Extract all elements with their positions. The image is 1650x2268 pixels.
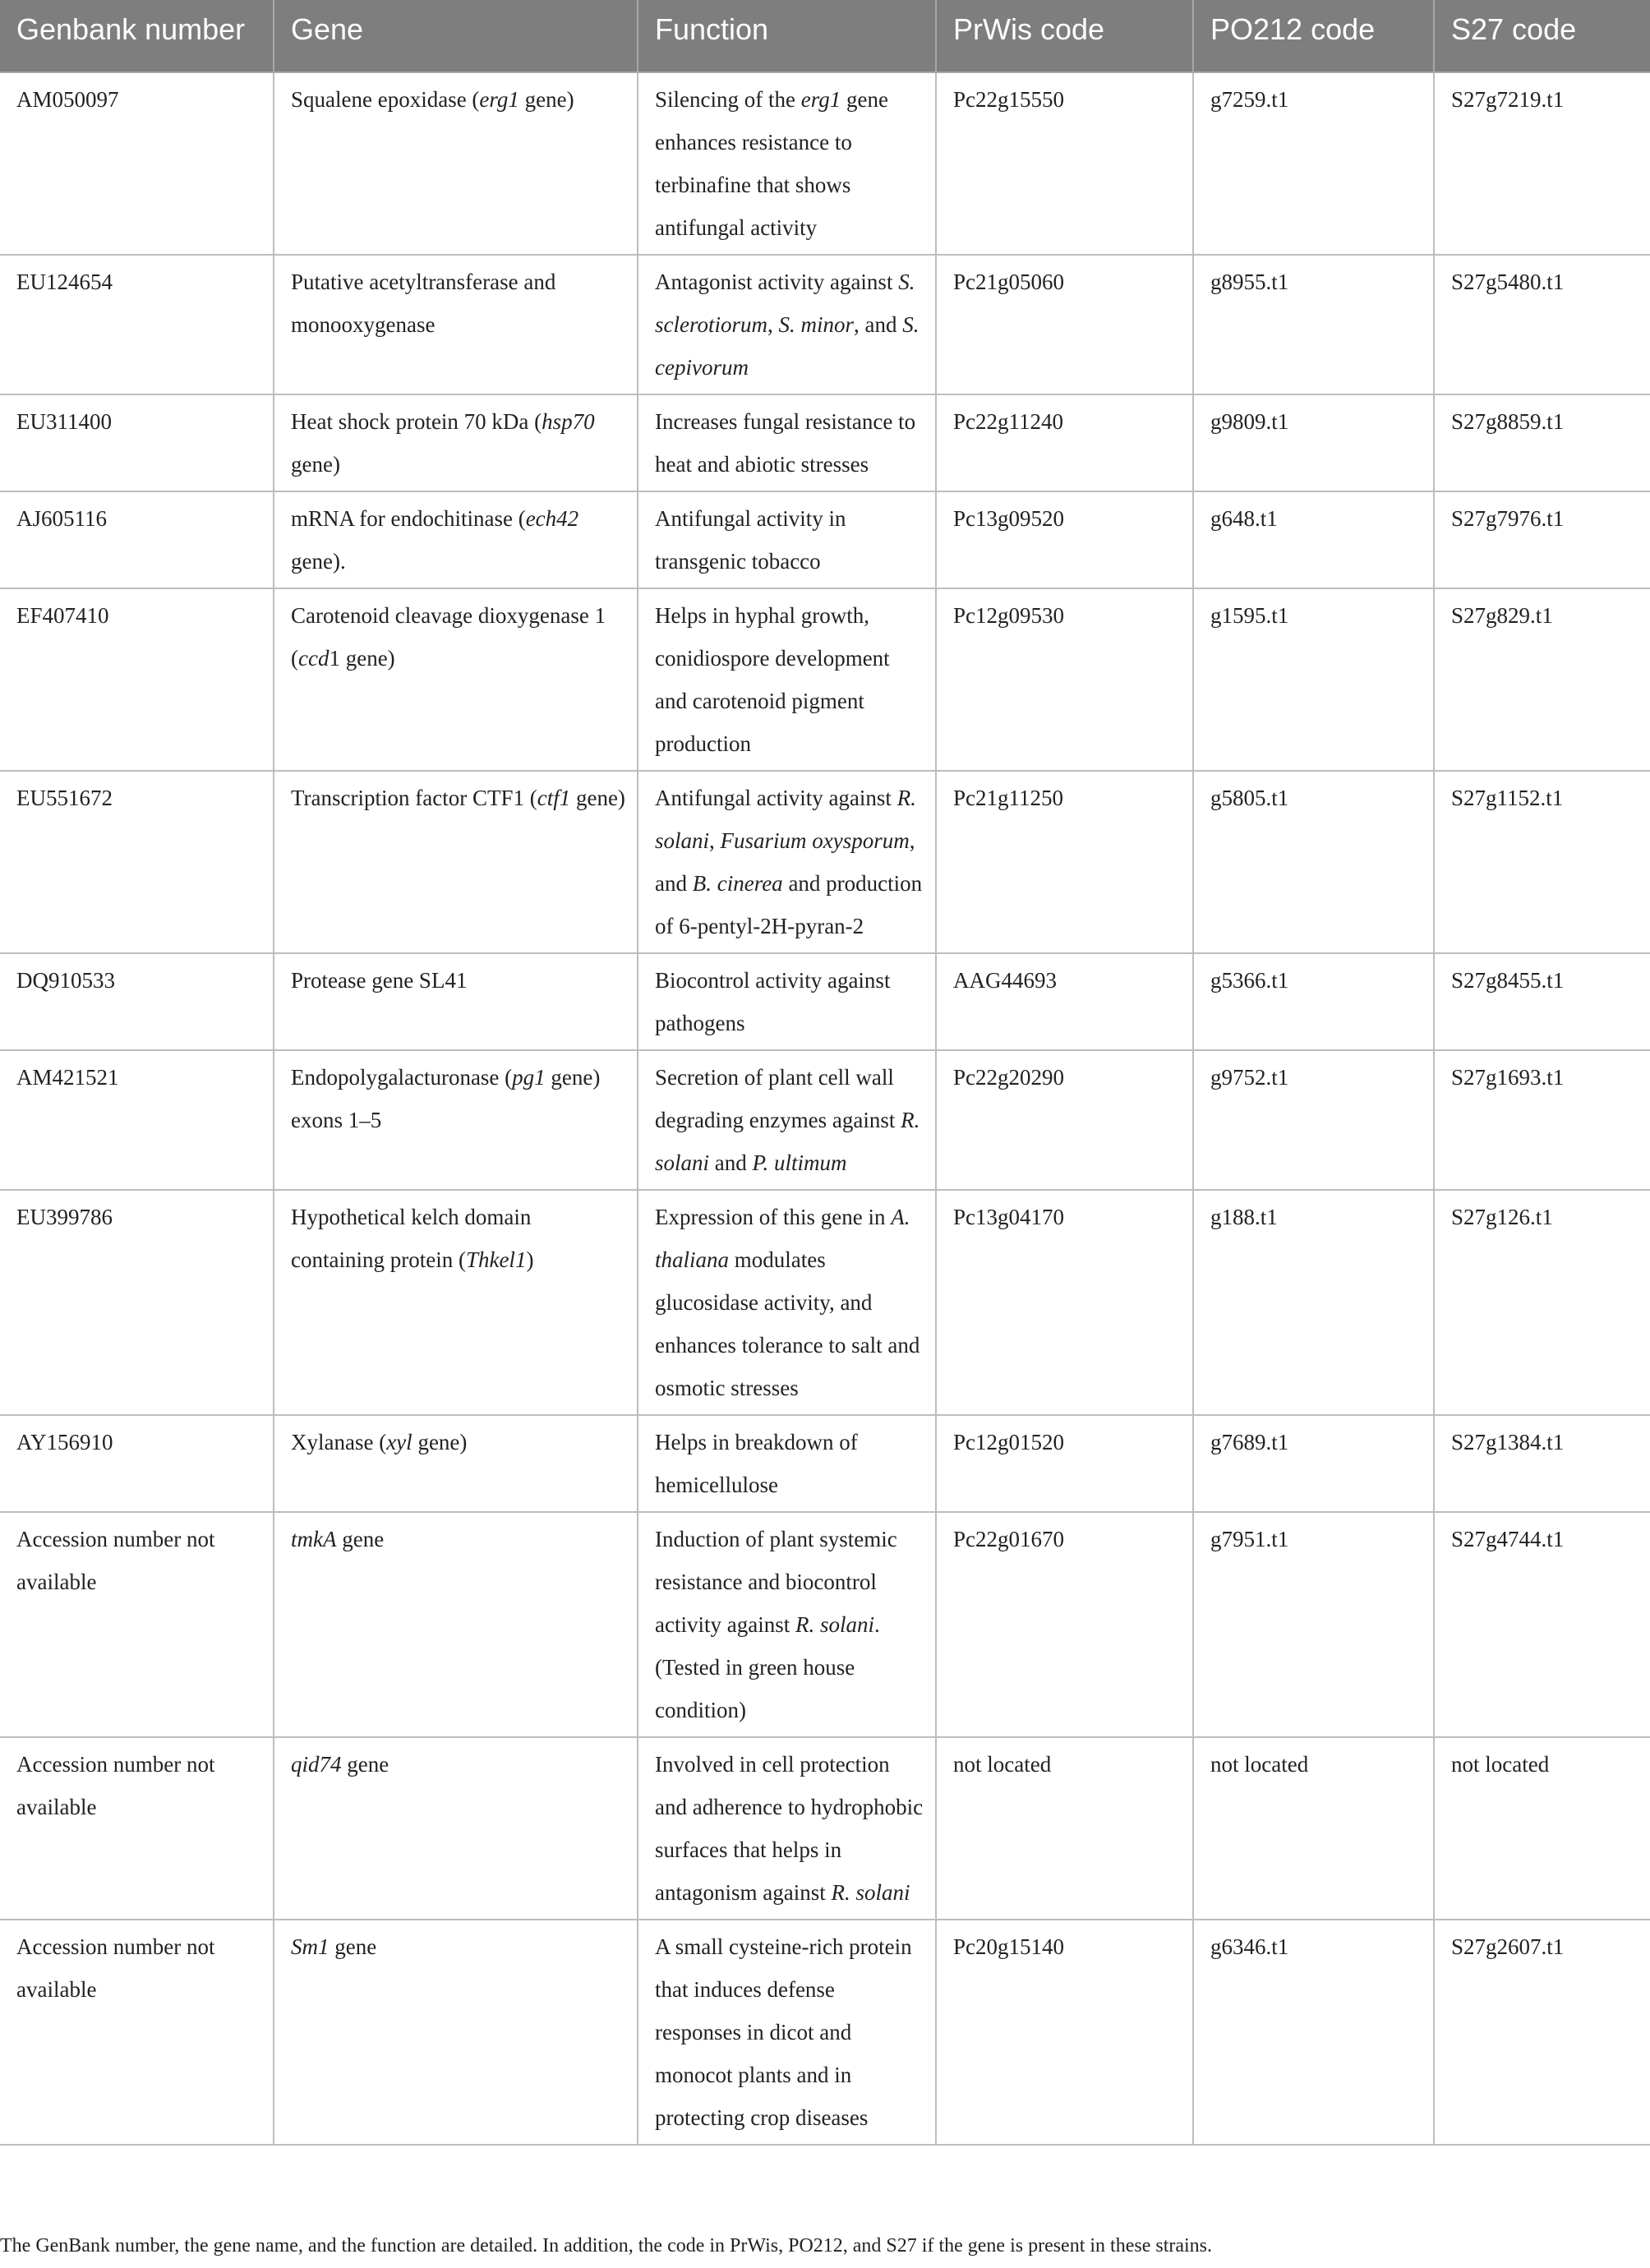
table-row bbox=[0, 1920, 1650, 2145]
cell-prwis-code: AAG44693 bbox=[936, 953, 1193, 1050]
cell-function: Helps in hyphal growth, conidiospore development and carotenoid pigment production bbox=[638, 588, 936, 771]
cell-genbank-number: AY156910 bbox=[0, 1415, 274, 1512]
cell-genbank-number: EU399786 bbox=[0, 1190, 274, 1415]
cell-prwis-code: Pc20g15140 bbox=[936, 1920, 1193, 2145]
cell-po212-code: g188.t1 bbox=[1193, 1190, 1434, 1415]
cell-po212-code: g5805.t1 bbox=[1193, 771, 1434, 953]
table-footnote: The GenBank number, the gene name, and the function are detailed. In addition, the code in PrWis, PO212, and S27 if the gene is present in these strains. bbox=[0, 2235, 1213, 2256]
cell-prwis-code: Pc13g09520 bbox=[936, 491, 1193, 588]
cell-gene: Xylanase (xyl gene) bbox=[274, 1415, 638, 1512]
table-row bbox=[0, 255, 1650, 394]
table-row bbox=[0, 1190, 1650, 1415]
cell-prwis-code: Pc12g01520 bbox=[936, 1415, 1193, 1512]
table-row bbox=[0, 1415, 1650, 1512]
cell-po212-code: g8955.t1 bbox=[1193, 255, 1434, 394]
cell-po212-code: g7951.t1 bbox=[1193, 1512, 1434, 1737]
cell-function: Increases fungal resistance to heat and abiotic stresses bbox=[638, 394, 936, 491]
cell-function: Expression of this gene in A. thaliana modulates glucosidase activity, and enhances tolerance to salt and osmotic stresses bbox=[638, 1190, 936, 1415]
header-row bbox=[0, 0, 1650, 72]
cell-prwis-code: not located bbox=[936, 1737, 1193, 1920]
cell-genbank-number: DQ910533 bbox=[0, 953, 274, 1050]
cell-genbank-number: Accession number not available bbox=[0, 1512, 274, 1737]
cell-po212-code: g7689.t1 bbox=[1193, 1415, 1434, 1512]
cell-po212-code: not located bbox=[1193, 1737, 1434, 1920]
cell-s27-code: not located bbox=[1434, 1737, 1650, 1920]
cell-po212-code: g9809.t1 bbox=[1193, 394, 1434, 491]
table-row bbox=[0, 1737, 1650, 1920]
cell-s27-code: S27g8859.t1 bbox=[1434, 394, 1650, 491]
cell-genbank-number: EF407410 bbox=[0, 588, 274, 771]
header-po212-code: PO212 code bbox=[1193, 0, 1434, 72]
cell-s27-code: S27g1693.t1 bbox=[1434, 1050, 1650, 1190]
cell-po212-code: g9752.t1 bbox=[1193, 1050, 1434, 1190]
cell-gene: Sm1 gene bbox=[274, 1920, 638, 2145]
table-row bbox=[0, 491, 1650, 588]
cell-po212-code: g7259.t1 bbox=[1193, 72, 1434, 255]
header-genbank-number: Genbank number bbox=[0, 0, 274, 72]
cell-function: Antifungal activity in transgenic tobacco bbox=[638, 491, 936, 588]
cell-function: Antifungal activity against R. solani, Fusarium oxysporum, and B. cinerea and production of 6-pentyl-2H-pyran-2 bbox=[638, 771, 936, 953]
cell-prwis-code: Pc21g05060 bbox=[936, 255, 1193, 394]
cell-prwis-code: Pc22g15550 bbox=[936, 72, 1193, 255]
cell-s27-code: S27g126.t1 bbox=[1434, 1190, 1650, 1415]
table-row bbox=[0, 771, 1650, 953]
cell-s27-code: S27g5480.t1 bbox=[1434, 255, 1650, 394]
cell-genbank-number: EU551672 bbox=[0, 771, 274, 953]
cell-prwis-code: Pc22g11240 bbox=[936, 394, 1193, 491]
cell-function: Biocontrol activity against pathogens bbox=[638, 953, 936, 1050]
table-row bbox=[0, 394, 1650, 491]
cell-po212-code: g5366.t1 bbox=[1193, 953, 1434, 1050]
cell-function: Involved in cell protection and adherence to hydrophobic surfaces that helps in antagonism against R. solani bbox=[638, 1737, 936, 1920]
cell-genbank-number: EU311400 bbox=[0, 394, 274, 491]
table-body bbox=[0, 72, 1650, 2145]
cell-s27-code: S27g829.t1 bbox=[1434, 588, 1650, 771]
cell-s27-code: S27g2607.t1 bbox=[1434, 1920, 1650, 2145]
cell-genbank-number: AM050097 bbox=[0, 72, 274, 255]
cell-prwis-code: Pc12g09530 bbox=[936, 588, 1193, 771]
table-row bbox=[0, 588, 1650, 771]
cell-s27-code: S27g7219.t1 bbox=[1434, 72, 1650, 255]
cell-gene: Heat shock protein 70 kDa (hsp70 gene) bbox=[274, 394, 638, 491]
cell-prwis-code: Pc22g20290 bbox=[936, 1050, 1193, 1190]
cell-gene: Endopolygalacturonase (pg1 gene) exons 1–5 bbox=[274, 1050, 638, 1190]
cell-gene: Carotenoid cleavage dioxygenase 1 (ccd1 gene) bbox=[274, 588, 638, 771]
cell-genbank-number: Accession number not available bbox=[0, 1920, 274, 2145]
cell-prwis-code: Pc22g01670 bbox=[936, 1512, 1193, 1737]
cell-prwis-code: Pc21g11250 bbox=[936, 771, 1193, 953]
cell-function: Secretion of plant cell wall degrading enzymes against R. solani and P. ultimum bbox=[638, 1050, 936, 1190]
table-row bbox=[0, 953, 1650, 1050]
table-row bbox=[0, 72, 1650, 255]
cell-genbank-number: AM421521 bbox=[0, 1050, 274, 1190]
table-row bbox=[0, 1512, 1650, 1737]
cell-s27-code: S27g4744.t1 bbox=[1434, 1512, 1650, 1737]
table-row bbox=[0, 1050, 1650, 1190]
cell-genbank-number: EU124654 bbox=[0, 255, 274, 394]
header-function: Function bbox=[638, 0, 936, 72]
header-s27-code: S27 code bbox=[1434, 0, 1650, 72]
cell-gene: mRNA for endochitinase (ech42 gene). bbox=[274, 491, 638, 588]
header-prwis-code: PrWis code bbox=[936, 0, 1193, 72]
cell-po212-code: g1595.t1 bbox=[1193, 588, 1434, 771]
cell-gene: Putative acetyltransferase and monooxygenase bbox=[274, 255, 638, 394]
cell-s27-code: S27g1384.t1 bbox=[1434, 1415, 1650, 1512]
table-header bbox=[0, 0, 1650, 72]
cell-gene: tmkA gene bbox=[274, 1512, 638, 1737]
cell-po212-code: g6346.t1 bbox=[1193, 1920, 1434, 2145]
cell-gene: Squalene epoxidase (erg1 gene) bbox=[274, 72, 638, 255]
cell-po212-code: g648.t1 bbox=[1193, 491, 1434, 588]
cell-gene: Protease gene SL41 bbox=[274, 953, 638, 1050]
cell-s27-code: S27g7976.t1 bbox=[1434, 491, 1650, 588]
cell-s27-code: S27g1152.t1 bbox=[1434, 771, 1650, 953]
cell-function: A small cysteine-rich protein that induces defense responses in dicot and monocot plants and in protecting crop diseases bbox=[638, 1920, 936, 2145]
header-gene: Gene bbox=[274, 0, 638, 72]
cell-function: Antagonist activity against S. sclerotiorum, S. minor, and S. cepivorum bbox=[638, 255, 936, 394]
cell-genbank-number: Accession number not available bbox=[0, 1737, 274, 1920]
cell-gene: Hypothetical kelch domain containing protein (Thkel1) bbox=[274, 1190, 638, 1415]
cell-gene: Transcription factor CTF1 (ctf1 gene) bbox=[274, 771, 638, 953]
cell-function: Induction of plant systemic resistance and biocontrol activity against R. solani. (Tested in green house condition) bbox=[638, 1512, 936, 1737]
cell-function: Silencing of the erg1 gene enhances resistance to terbinafine that shows antifungal activity bbox=[638, 72, 936, 255]
cell-gene: qid74 gene bbox=[274, 1737, 638, 1920]
cell-function: Helps in breakdown of hemicellulose bbox=[638, 1415, 936, 1512]
cell-genbank-number: AJ605116 bbox=[0, 491, 274, 588]
cell-s27-code: S27g8455.t1 bbox=[1434, 953, 1650, 1050]
cell-prwis-code: Pc13g04170 bbox=[936, 1190, 1193, 1415]
